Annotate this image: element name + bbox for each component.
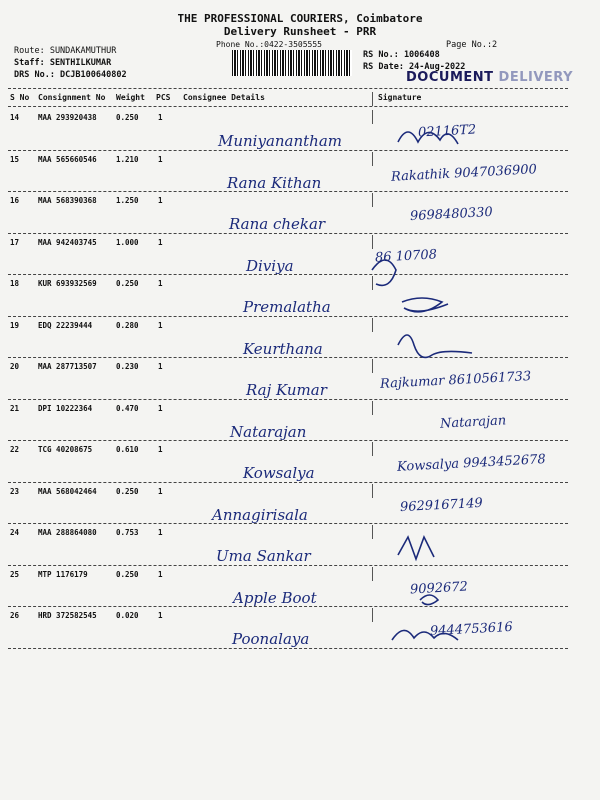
row-sno: 26 xyxy=(10,611,20,620)
row-pcs: 1 xyxy=(158,196,163,205)
row-signature: 86 10708 xyxy=(374,246,438,266)
row-consignment: MAA 568042464 xyxy=(38,486,97,496)
row-consignment: HRD 372582545 xyxy=(38,611,97,620)
row-sno: 17 xyxy=(10,237,20,247)
row-pcs: 1 xyxy=(158,279,163,288)
route: Route: SUNDAKAMUTHUR xyxy=(14,46,117,56)
row-consignee-name: Rana chekar xyxy=(229,215,326,233)
col-pcs: PCS xyxy=(156,93,171,102)
row-sno: 24 xyxy=(10,528,20,537)
row-weight: 1.250 xyxy=(116,196,139,205)
page-number: Page No.:2 xyxy=(446,40,498,50)
row-weight: 1.210 xyxy=(116,154,139,164)
row-consignee-name: Diviya xyxy=(246,256,294,275)
row-consignment: EDQ 22239444 xyxy=(38,320,93,330)
row-pcs: 1 xyxy=(158,445,163,454)
row-weight: 0.230 xyxy=(116,362,139,371)
row-pcs: 1 xyxy=(158,528,163,537)
row-pcs: 1 xyxy=(158,362,163,371)
row-consignment: MAA 565660546 xyxy=(38,154,97,164)
row-signature: 9444753616 xyxy=(429,619,514,640)
document-delivery-stamp: DOCUMENT DELIVERY xyxy=(406,70,573,85)
row-pcs: 1 xyxy=(158,237,163,247)
drs-number: DRS No.: DCJB100640802 xyxy=(14,70,127,80)
row-weight: 0.753 xyxy=(116,528,139,537)
col-sno: S No xyxy=(10,93,30,102)
staff: Staff: SENTHILKUMAR xyxy=(14,58,112,68)
row-weight: 0.280 xyxy=(116,320,139,330)
row-sno: 21 xyxy=(10,403,20,413)
row-signature: Rakathik 9047036900 xyxy=(390,161,538,185)
row-consignee-name: Natarajan xyxy=(230,422,307,441)
row-pcs: 1 xyxy=(158,569,163,579)
row-consignee-name: Kowsalya xyxy=(243,464,315,482)
row-consignee-name: Raj Kumar xyxy=(246,381,327,399)
row-consignment: MAA 287713507 xyxy=(38,362,97,371)
row-consignee-name: Poonalaya xyxy=(232,630,310,648)
col-signature: Signature xyxy=(378,93,422,102)
row-weight: 0.470 xyxy=(116,403,139,413)
row-consignee-name: Premalatha xyxy=(243,298,331,316)
row-consignee-name: Uma Sankar xyxy=(216,547,311,565)
row-sno: 23 xyxy=(10,486,20,496)
row-sno: 15 xyxy=(10,154,20,164)
col-consignment: Consignment No xyxy=(38,93,106,102)
row-sno: 20 xyxy=(10,362,20,371)
phone-number: Phone No.:0422-3505555 xyxy=(216,40,322,49)
row-pcs: 1 xyxy=(158,154,163,164)
row-consignee-name: Rana Kithan xyxy=(227,173,322,192)
row-consignee-name: Muniyanantham xyxy=(218,132,343,150)
col-consignee: Consignee Details xyxy=(183,93,265,102)
row-signature: Kowsalya 9943452678 xyxy=(396,452,547,475)
col-weight: Weight xyxy=(116,93,145,102)
signature-scribble xyxy=(420,595,438,605)
row-sno: 19 xyxy=(10,320,20,330)
row-signature: Natarajan xyxy=(439,412,507,432)
row-weight: 1.000 xyxy=(116,237,139,247)
row-signature: Rajkumar 8610561733 xyxy=(379,369,532,392)
runsheet-title: Delivery Runsheet - PRR xyxy=(223,25,377,38)
row-weight: 0.250 xyxy=(116,486,139,496)
rs-date: RS Date: 24-Aug-2022 xyxy=(363,62,466,72)
row-weight: 0.020 xyxy=(116,611,139,620)
row-sno: 25 xyxy=(10,569,20,579)
signature-scribble xyxy=(398,335,472,357)
row-signature: 9698480330 xyxy=(409,204,494,225)
row-consignee-name: Apple Boot xyxy=(233,588,317,607)
row-sno: 22 xyxy=(10,445,20,454)
row-weight: 0.250 xyxy=(116,113,139,122)
row-consignment: MAA 942403745 xyxy=(38,237,97,247)
row-consignment: MAA 293920438 xyxy=(38,113,97,122)
rs-number: RS No.: 1006408 xyxy=(363,50,440,60)
row-sno: 18 xyxy=(10,279,20,288)
row-weight: 0.250 xyxy=(116,279,139,288)
row-signature: 9629167149 xyxy=(399,495,484,515)
row-consignment: KUR 693932569 xyxy=(38,279,97,288)
row-consignment: DPI 10222364 xyxy=(38,403,93,413)
company-name: THE PROFESSIONAL COURIERS, Coimbatore xyxy=(177,12,423,25)
row-pcs: 1 xyxy=(158,113,163,122)
signature-scribble xyxy=(372,260,396,285)
row-signature: 9092672 xyxy=(409,578,469,598)
row-consignment: MTP 1176179 xyxy=(38,569,88,579)
row-sno: 16 xyxy=(10,196,20,205)
signature-scribble xyxy=(398,537,434,559)
row-sno: 14 xyxy=(10,113,20,122)
row-weight: 0.610 xyxy=(116,445,139,454)
row-pcs: 1 xyxy=(158,486,163,496)
row-pcs: 1 xyxy=(158,403,163,413)
row-consignment: MAA 288864080 xyxy=(38,528,97,537)
row-weight: 0.250 xyxy=(116,569,139,579)
row-pcs: 1 xyxy=(158,611,163,620)
signature-scribble xyxy=(398,132,458,144)
row-consignment: MAA 568390368 xyxy=(38,196,97,205)
row-pcs: 1 xyxy=(158,320,163,330)
signature-scribble xyxy=(392,630,458,640)
row-consignee-name: Keurthana xyxy=(243,339,323,358)
row-consignee-name: Annagirisala xyxy=(212,505,308,524)
row-consignment: TCG 40208675 xyxy=(38,445,93,454)
row-signature: 02116T2 xyxy=(417,122,477,141)
signature-scribble xyxy=(402,298,448,312)
